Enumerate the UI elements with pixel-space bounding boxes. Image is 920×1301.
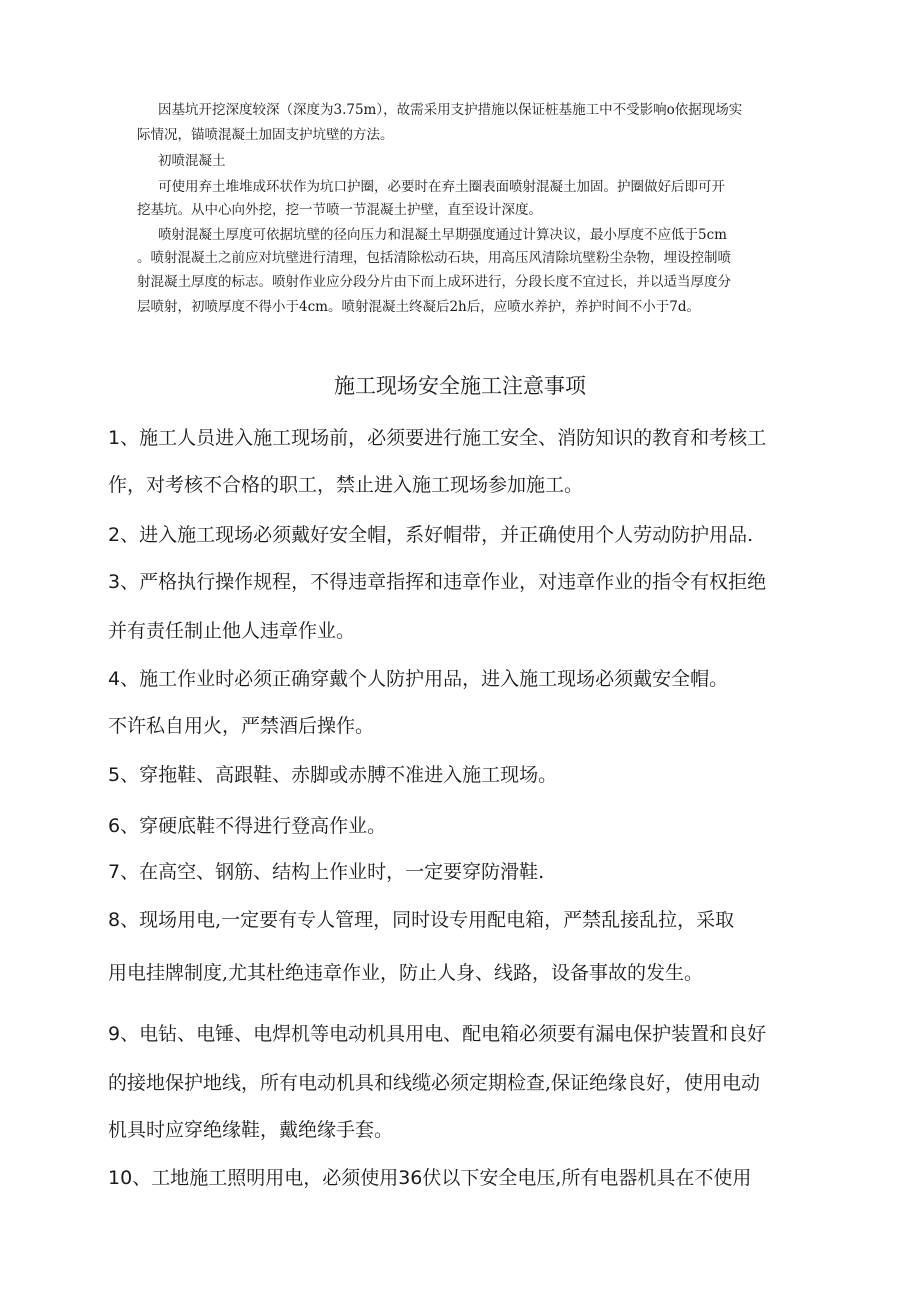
intro-line: 可使用弃土堆堆成环状作为坑口护圈，必要时在弃土圈表面喷射混凝土加固。护圈做好后即可开 — [158, 179, 725, 195]
item-text: 用电挂牌制度,尤其杜绝违章作业，防止人身、线路，设备事故的发生。 — [108, 962, 704, 984]
item-number: 8 — [108, 909, 121, 931]
item-text: 、在高空、钢筋、结构上作业时，一定要穿防滑鞋. — [120, 861, 545, 883]
item-text: 并有责任制止他人违章作业。 — [108, 620, 356, 642]
intro-subheading: 初喷混凝土 — [158, 153, 226, 169]
list-item — [108, 1164, 751, 1192]
item-text: 作，对考核不合格的职工，禁止进入施工现场参加施工。 — [108, 474, 584, 496]
list-item-continuation — [108, 959, 703, 987]
item-text: 、进入施工现场必须戴好安全帽，系好帽带，并正确使用个人劳动防护用品. — [120, 524, 754, 546]
item-text: 不许私自用火，严禁酒后操作。 — [108, 715, 375, 737]
voltage-number: 36 — [398, 1167, 423, 1189]
item-number: 9 — [108, 1023, 121, 1045]
item-text: 、穿拖鞋、高跟鞋、赤脚或赤膊不准进入施工现场。 — [120, 764, 558, 786]
item-text: 、严格执行操作规程，不得违章指挥和违章作业，对违章作业的指令有权拒绝 — [120, 571, 767, 593]
item-text: 伏以下安全电压,所有电器机具在不使用 — [422, 1167, 752, 1189]
list-item-continuation — [108, 617, 355, 645]
list-item — [108, 761, 557, 789]
list-item-continuation — [108, 712, 374, 740]
list-item — [108, 665, 728, 693]
intro-line: 挖基坑。从中心向外挖，挖一节喷一节混凝土护壁，直至设计深度。 — [137, 202, 542, 218]
list-item — [108, 858, 544, 886]
item-text: 、施工作业时必须正确穿戴个人防护用品，进入施工现场必须戴安全帽。 — [120, 668, 729, 690]
intro-line: 因基坑开挖深度较深（深度为3.75m），故需采用支护措施以保证桩基施工中不受影响o依据现场实 — [158, 102, 743, 118]
item-number: 4 — [108, 668, 121, 690]
item-number: 2 — [108, 524, 121, 546]
item-number: 5 — [108, 764, 121, 786]
intro-line: 际情况，锚喷混凝土加固支护坑壁的方法。 — [137, 127, 394, 143]
list-item — [108, 812, 386, 840]
item-text: 机具时应穿绝缘鞋，戴绝缘手套。 — [108, 1119, 394, 1141]
list-item-continuation — [108, 1069, 760, 1097]
list-item — [108, 424, 766, 452]
list-item — [108, 1020, 766, 1048]
list-item-continuation — [108, 471, 583, 499]
item-text: 、施工人员进入施工现场前，必须要进行施工安全、消防知识的教育和考核工 — [120, 427, 767, 449]
list-item — [108, 568, 766, 596]
item-number: 3 — [108, 571, 121, 593]
intro-line: 层喷射，初喷厚度不得小于4cm。喷射混凝土终凝后2h后，应喷水养护，养护时间不小于7d。 — [137, 299, 700, 315]
item-number: 6 — [108, 815, 121, 837]
intro-line: 喷射混凝土厚度可依据坑壁的径向压力和混凝土早期强度通过计算决议，最小厚度不应低于5cm — [158, 227, 727, 243]
list-item-continuation — [108, 1116, 393, 1144]
item-number: 1 — [108, 427, 121, 449]
intro-line: 。喷射混凝土之前应对坑壁进行清理，包括清除松动石块，用高压风清除坑壁粉尘杂物，埋设控制喷 — [137, 250, 731, 266]
item-text: 、穿硬底鞋不得进行登高作业。 — [120, 815, 387, 837]
item-number: 10 — [108, 1167, 133, 1189]
intro-line: 射混凝土厚度的标志。喷射作业应分段分片由下而上成环进行，分段长度不宜过长，并以适当厚度分 — [137, 274, 731, 290]
item-text: 、工地施工照明用电，必须使用 — [132, 1167, 399, 1189]
list-item — [108, 906, 734, 934]
list-item — [108, 521, 753, 549]
section-title: 施工现场安全施工注意事项 — [334, 374, 586, 398]
item-text: 的接地保护地线，所有电动机具和线缆必须定期检查,保证绝缘良好，使用电动 — [108, 1072, 761, 1094]
item-text: 、现场用电,一定要有专人管理，同时设专用配电箱，严禁乱接乱拉，采取 — [120, 909, 735, 931]
item-number: 7 — [108, 861, 121, 883]
item-text: 、电钻、电锤、电焊机等电动机具用电、配电箱必须要有漏电保护装置和良好 — [120, 1023, 767, 1045]
